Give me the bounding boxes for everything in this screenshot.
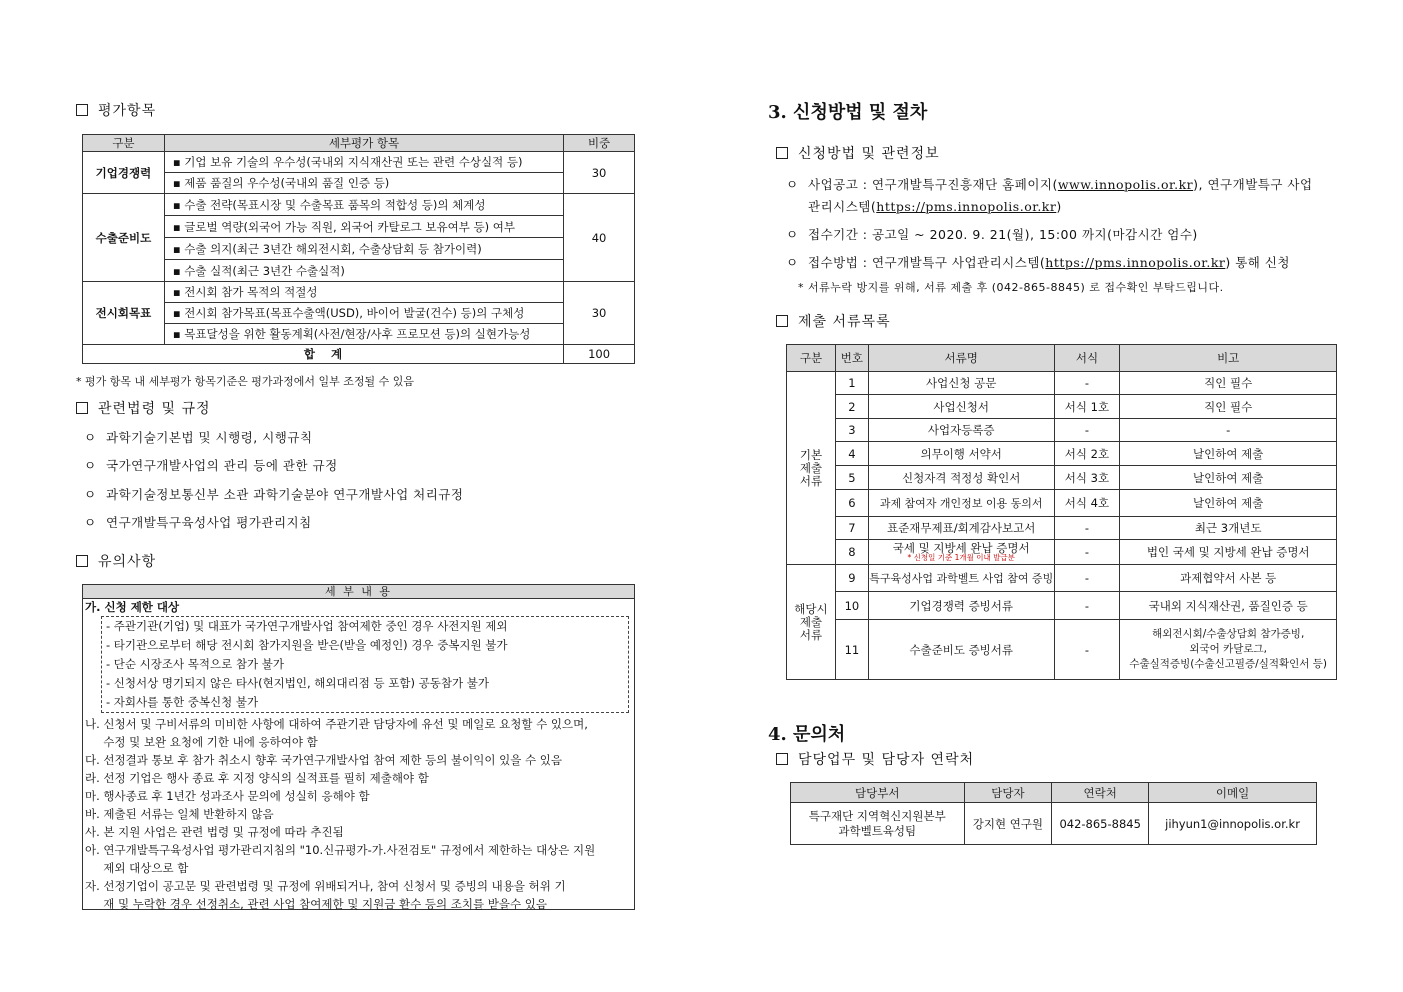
doc-no: 6 [835,490,868,517]
notice-line: 재 및 누락한 경우 선정취소, 관련 사업 참여제한 및 지원금 환수 등의 조치를 받을수 있음 [85,897,547,911]
eval-col-items: 세부평가 항목 [164,135,563,152]
section3-title: 3. 신청방법 및 절차 [768,102,928,123]
eval-item: ▪ 제품 품질의 우수성(국내외 품질 인증 등) [164,173,563,194]
restriction-item: - 신청서상 명기되지 않은 타사(현지법인, 해외대리점 등 포함) 공동참가 불가 [106,676,489,690]
doc-no: 2 [835,395,868,419]
notice-lines [83,713,634,913]
doc-no: 7 [835,517,868,540]
eval-weight: 30 [564,152,635,194]
doc-no: 10 [835,592,868,620]
doc-form: - [1054,592,1120,620]
doc-no: 8 [835,540,868,565]
eval-item: ▪ 전시회 참가 목적의 적절성 [164,282,563,303]
docs-group-basic: 기본 제출 서류 [787,372,836,565]
notice-line: 제외 대상으로 함 [85,861,189,875]
eval-item: ▪ 글로벌 역량(외국어 가능 직원, 외국어 카탈로그 보유여부 등) 여부 [164,216,563,238]
eval-total-value: 100 [564,345,635,364]
eval-category: 기업경쟁력 [83,152,165,194]
doc-note: 직인 필수 [1120,372,1337,395]
docs-group-conditional: 해당시 제출 서류 [787,565,836,680]
doc-no: 4 [835,442,868,466]
law-item: ㅇ 연구개발특구육성사업 평가관리지침 [84,515,312,530]
square-bullet-icon [76,402,88,414]
doc-note: 날인하여 제출 [1120,466,1337,490]
period-item: ㅇ 접수기간 : 공고일 ~ 2020. 9. 21(월), 15:00 까지(마감시간 엄수) [786,227,1198,242]
restriction-title: 가. 신청 제한 대상 [85,600,180,614]
docs-table [786,344,1337,680]
contact-person: 강지현 연구원 [964,803,1052,845]
doc-no: 9 [835,565,868,592]
notice-table-header: 세 부 내 용 [83,585,634,599]
docs-col: 서식 [1054,345,1120,372]
announce-item: ㅇ 사업공고 : 연구개발특구진흥재단 홈페이지(www.innopolis.or.kr), 연구개발특구 사업 관리시스템(https://pms.innopolis.or.kr) [786,177,1313,214]
contact-table [790,782,1317,845]
doc-name: 기업경쟁력 증빙서류 [868,592,1054,620]
doc-no: 1 [835,372,868,395]
doc-name: 표준재무제표/회계감사보고서 [868,517,1054,540]
contact-phone: 042-865-8845 [1052,803,1149,845]
eval-col-category: 구분 [83,135,165,152]
method-heading: 신청방법 및 관련정보 [776,143,940,163]
eval-item: ▪ 목표달성을 위한 활동계획(사전/현장/사후 프로모션 등)의 실현가능성 [164,324,563,345]
doc-note: 국내외 지식재산권, 품질인증 등 [1120,592,1337,620]
doc-name: 특구육성사업 과학벨트 사업 참여 증빙 [868,565,1054,592]
square-bullet-icon [76,555,88,567]
docs-heading: 제출 서류목록 [776,311,891,331]
doc-form: - [1054,620,1120,680]
docs-col: 구분 [787,345,836,372]
doc-note: 날인하여 제출 [1120,490,1337,517]
law-item: ㅇ 국가연구개발사업의 관리 등에 관한 규정 [84,458,338,473]
notice-box [82,584,635,910]
contact-col: 담당부서 [791,783,965,803]
eval-item: ▪ 수출 실적(최근 3년간 수출실적) [164,260,563,282]
contact-dept: 특구재단 지역혁신지원본부 과학벨트육성팀 [791,803,965,845]
docs-col: 서류명 [868,345,1054,372]
issue-date-note: * 신청일 기준 1개월 이내 발급분 [907,553,1015,562]
laws-heading: 관련법령 및 규정 [76,398,211,418]
doc-name: 사업자등록증 [868,419,1054,442]
doc-form: 서식 3호 [1054,466,1120,490]
contact-col: 이메일 [1149,783,1317,803]
contact-col: 연락처 [1052,783,1149,803]
eval-item: ▪ 전시회 참가목표(목표수출액(USD), 바이어 발굴(건수) 등)의 구체성 [164,303,563,324]
doc-name: 국세 및 지방세 완납 증명서 * 신청일 기준 1개월 이내 발급분 [868,540,1054,565]
law-item: ㅇ 과학기술정보통신부 소관 과학기술분야 연구개발사업 처리규정 [84,487,464,502]
homepage-link[interactable]: www.innopolis.or.kr [1057,177,1194,192]
doc-name: 의무이행 서약서 [868,442,1054,466]
eval-item: ▪ 수출 전략(목표시장 및 수출목표 품목의 적합성 등)의 체계성 [164,194,563,216]
doc-no: 11 [835,620,868,680]
doc-name: 수출준비도 증빙서류 [868,620,1054,680]
notice-heading: 유의사항 [76,551,156,571]
doc-note: 직인 필수 [1120,395,1337,419]
restriction-item: - 자회사를 통한 중복신청 불가 [106,695,259,709]
notice-line: 아. 연구개발특구육성사업 평가관리지침의 "10.신규평가-가.사전검토" 규정에서 제한하는 대상은 지원 [85,843,596,857]
doc-form: - [1054,565,1120,592]
contact-col: 담당자 [964,783,1052,803]
restriction-box [101,616,629,713]
doc-name: 사업신청서 [868,395,1054,419]
eval-item: ▪ 수출 의지(최근 3년간 해외전시회, 수출상담회 등 참가이력) [164,238,563,260]
doc-form: - [1054,540,1120,565]
notice-line: 나. 신청서 및 구비서류의 미비한 사항에 대하여 주관기관 담당자에 유선 및 메일로 요청할 수 있으며, [85,717,588,731]
doc-name: 신청자격 적정성 확인서 [868,466,1054,490]
doc-form: - [1054,419,1120,442]
law-item: ㅇ 과학기술기본법 및 시행령, 시행규칙 [84,430,313,445]
notice-line: 다. 선정결과 통보 후 참가 취소시 향후 국가연구개발사업 참여 제한 등의 불이익이 있을 수 있음 [85,753,562,767]
eval-col-weight: 비중 [564,135,635,152]
docs-col: 번호 [835,345,868,372]
notice-line: 수정 및 보완 요청에 기한 내에 응하여야 함 [85,735,318,749]
pms-link[interactable]: https://pms.innopolis.or.kr [876,199,1057,214]
notice-line: 자. 선정기업이 공고문 및 관련법령 및 규정에 위배되거나, 참여 신청서 및 증빙의 내용을 허위 기 [85,879,566,893]
eval-category: 전시회목표 [83,282,165,345]
doc-name: 사업신청 공문 [868,372,1054,395]
restriction-item: - 단순 시장조사 목적으로 참가 불가 [106,657,284,671]
notice-line: 라. 선정 기업은 행사 종료 후 지정 양식의 실적표를 필히 제출해야 함 [85,771,429,785]
doc-form: 서식 2호 [1054,442,1120,466]
notice-line: 바. 제출된 서류는 일체 반환하지 않음 [85,807,274,821]
section4-title: 4. 문의처 [768,724,846,745]
doc-note: - [1120,419,1337,442]
eval-weight: 40 [564,194,635,282]
eval-footnote: * 평가 항목 내 세부평가 항목기준은 평가과정에서 일부 조정될 수 있음 [76,375,414,388]
doc-form: - [1054,372,1120,395]
docs-col: 비고 [1120,345,1337,372]
doc-form: 서식 4호 [1054,490,1120,517]
doc-note: 법인 국세 및 지방세 완납 증명서 [1120,540,1337,565]
pms-link-2[interactable]: https://pms.innopolis.or.kr [1045,255,1226,270]
eval-total-label: 합 계 [83,345,564,364]
square-bullet-icon [776,147,788,159]
method-note: * 서류누락 방지를 위해, 서류 제출 후 (042-865-8845) 로 접수확인 부탁드립니다. [798,281,1224,294]
eval-category: 수출준비도 [83,194,165,282]
method-item: ㅇ 접수방법 : 연구개발특구 사업관리시스템(https://pms.innopolis.or.kr) 통해 신청 [786,255,1290,270]
eval-heading: 평가항목 [76,100,156,120]
eval-table [82,134,635,364]
notice-line: 마. 행사종료 후 1년간 성과조사 문의에 성실히 응해야 함 [85,789,370,803]
square-bullet-icon [776,315,788,327]
restriction-item: - 타기관으로부터 해당 전시회 참가지원을 받은(받을 예정인) 경우 중복지원 불가 [106,638,508,652]
doc-form: 서식 1호 [1054,395,1120,419]
doc-note: 과제협약서 사본 등 [1120,565,1337,592]
doc-note: 날인하여 제출 [1120,442,1337,466]
doc-no: 3 [835,419,868,442]
square-bullet-icon [776,753,788,765]
notice-line: 사. 본 지원 사업은 관련 법령 및 규정에 따라 추진됨 [85,825,344,839]
doc-note: 최근 3개년도 [1120,517,1337,540]
contact-heading: 담당업무 및 담당자 연락처 [776,749,974,769]
doc-note: 해외전시회/수출상담회 참가증빙, 외국어 카달로그, 수출실적증빙(수출신고필증/실적확인서 등) [1120,620,1337,680]
doc-no: 5 [835,466,868,490]
contact-email[interactable]: jihyun1@innopolis.or.kr [1149,803,1317,845]
eval-weight: 30 [564,282,635,345]
square-bullet-icon [76,104,88,116]
doc-form: - [1054,517,1120,540]
eval-item: ▪ 기업 보유 기술의 우수성(국내외 지식재산권 또는 관련 수상실적 등) [164,152,563,173]
restriction-item: - 주관기관(기업) 및 대표가 국가연구개발사업 참여제한 중인 경우 사전지원 제외 [106,619,508,633]
doc-name: 과제 참여자 개인정보 이용 동의서 [868,490,1054,517]
